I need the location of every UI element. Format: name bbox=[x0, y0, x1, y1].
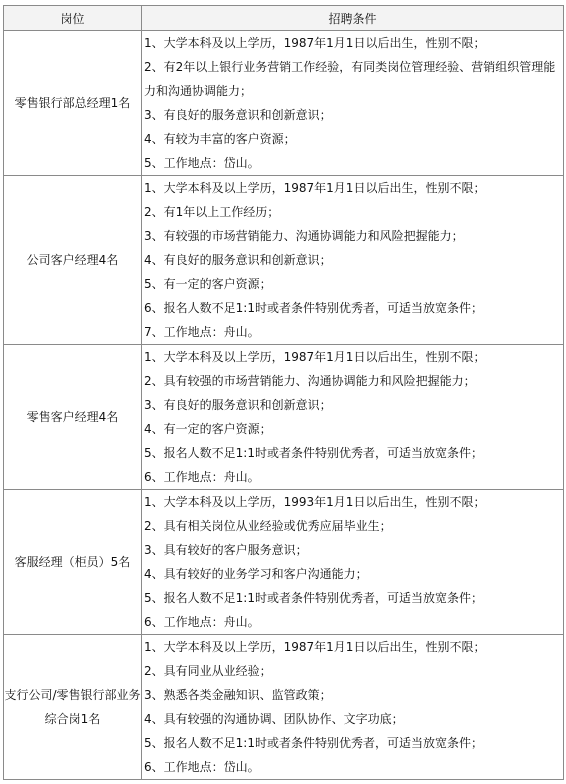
requirement-item: 4、有一定的客户资源； bbox=[144, 422, 272, 436]
requirement-item: 4、具有较强的沟通协调、团队协作、文字功底； bbox=[144, 712, 404, 726]
requirement-item: 5、有一定的客户资源； bbox=[144, 277, 272, 291]
table-row bbox=[4, 490, 564, 635]
table-row bbox=[4, 176, 564, 345]
table-row bbox=[4, 635, 564, 780]
requirement-item: 1、大学本科及以上学历，1987年1月1日以后出生，性别不限； bbox=[144, 36, 486, 50]
requirement-item: 2、有2年以上银行业务营销工作经验，有同类岗位管理经验、营销组织管理能力和沟通协调能力； bbox=[144, 60, 556, 98]
requirement-item: 5、报名人数不足1:1时或者条件特别优秀者，可适当放宽条件； bbox=[144, 736, 483, 750]
requirement-item: 6、工作地点：舟山。 bbox=[144, 615, 260, 629]
position-cell: 支行公司/零售银行部业务综合岗1名 bbox=[4, 635, 142, 780]
requirement-item: 4、具有较好的业务学习和客户沟通能力； bbox=[144, 567, 368, 581]
requirement-item: 4、有较为丰富的客户资源； bbox=[144, 132, 296, 146]
requirement-item: 4、有良好的服务意识和创新意识； bbox=[144, 253, 332, 267]
requirements-cell bbox=[142, 176, 564, 345]
requirement-item: 5、报名人数不足1:1时或者条件特别优秀者，可适当放宽条件； bbox=[144, 446, 483, 460]
requirement-item: 6、报名人数不足1:1时或者条件特别优秀者，可适当放宽条件； bbox=[144, 301, 483, 315]
requirement-item: 5、报名人数不足1:1时或者条件特别优秀者，可适当放宽条件； bbox=[144, 591, 483, 605]
requirement-item: 1、大学本科及以上学历，1987年1月1日以后出生，性别不限； bbox=[144, 350, 486, 364]
requirement-item: 3、具有较好的客户服务意识； bbox=[144, 543, 308, 557]
requirement-item: 2、具有较强的市场营销能力、沟通协调能力和风险把握能力； bbox=[144, 374, 476, 388]
requirement-item: 3、有较强的市场营销能力、沟通协调能力和风险把握能力； bbox=[144, 229, 464, 243]
requirement-item: 2、有1年以上工作经历； bbox=[144, 205, 280, 219]
requirement-item: 3、有良好的服务意识和创新意识； bbox=[144, 398, 332, 412]
requirements-cell bbox=[142, 635, 564, 780]
requirement-item: 6、工作地点：岱山。 bbox=[144, 760, 260, 774]
requirement-item: 3、熟悉各类金融知识、监管政策； bbox=[144, 688, 332, 702]
requirement-item: 1、大学本科及以上学历，1987年1月1日以后出生，性别不限； bbox=[144, 640, 486, 654]
requirement-item: 2、具有同业从业经验； bbox=[144, 664, 272, 678]
table-row bbox=[4, 345, 564, 490]
requirements-cell bbox=[142, 345, 564, 490]
requirement-item: 1、大学本科及以上学历，1987年1月1日以后出生，性别不限； bbox=[144, 181, 486, 195]
requirement-item: 3、有良好的服务意识和创新意识； bbox=[144, 108, 332, 122]
requirement-item: 6、工作地点：舟山。 bbox=[144, 470, 260, 484]
header-position: 岗位 bbox=[4, 6, 142, 31]
requirement-item: 2、具有相关岗位从业经验或优秀应届毕业生； bbox=[144, 519, 392, 533]
requirement-item: 7、工作地点：舟山。 bbox=[144, 325, 260, 339]
position-cell: 零售客户经理4名 bbox=[4, 345, 142, 490]
requirements-cell bbox=[142, 31, 564, 176]
requirement-item: 5、工作地点：岱山。 bbox=[144, 156, 260, 170]
requirements-cell bbox=[142, 490, 564, 635]
recruitment-table bbox=[3, 5, 564, 780]
position-cell: 公司客户经理4名 bbox=[4, 176, 142, 345]
table-row bbox=[4, 31, 564, 176]
table-header-row bbox=[4, 6, 564, 31]
position-cell: 零售银行部总经理1名 bbox=[4, 31, 142, 176]
requirement-item: 1、大学本科及以上学历，1993年1月1日以后出生，性别不限； bbox=[144, 495, 486, 509]
position-cell: 客服经理（柜员）5名 bbox=[4, 490, 142, 635]
header-requirements: 招聘条件 bbox=[142, 6, 564, 31]
